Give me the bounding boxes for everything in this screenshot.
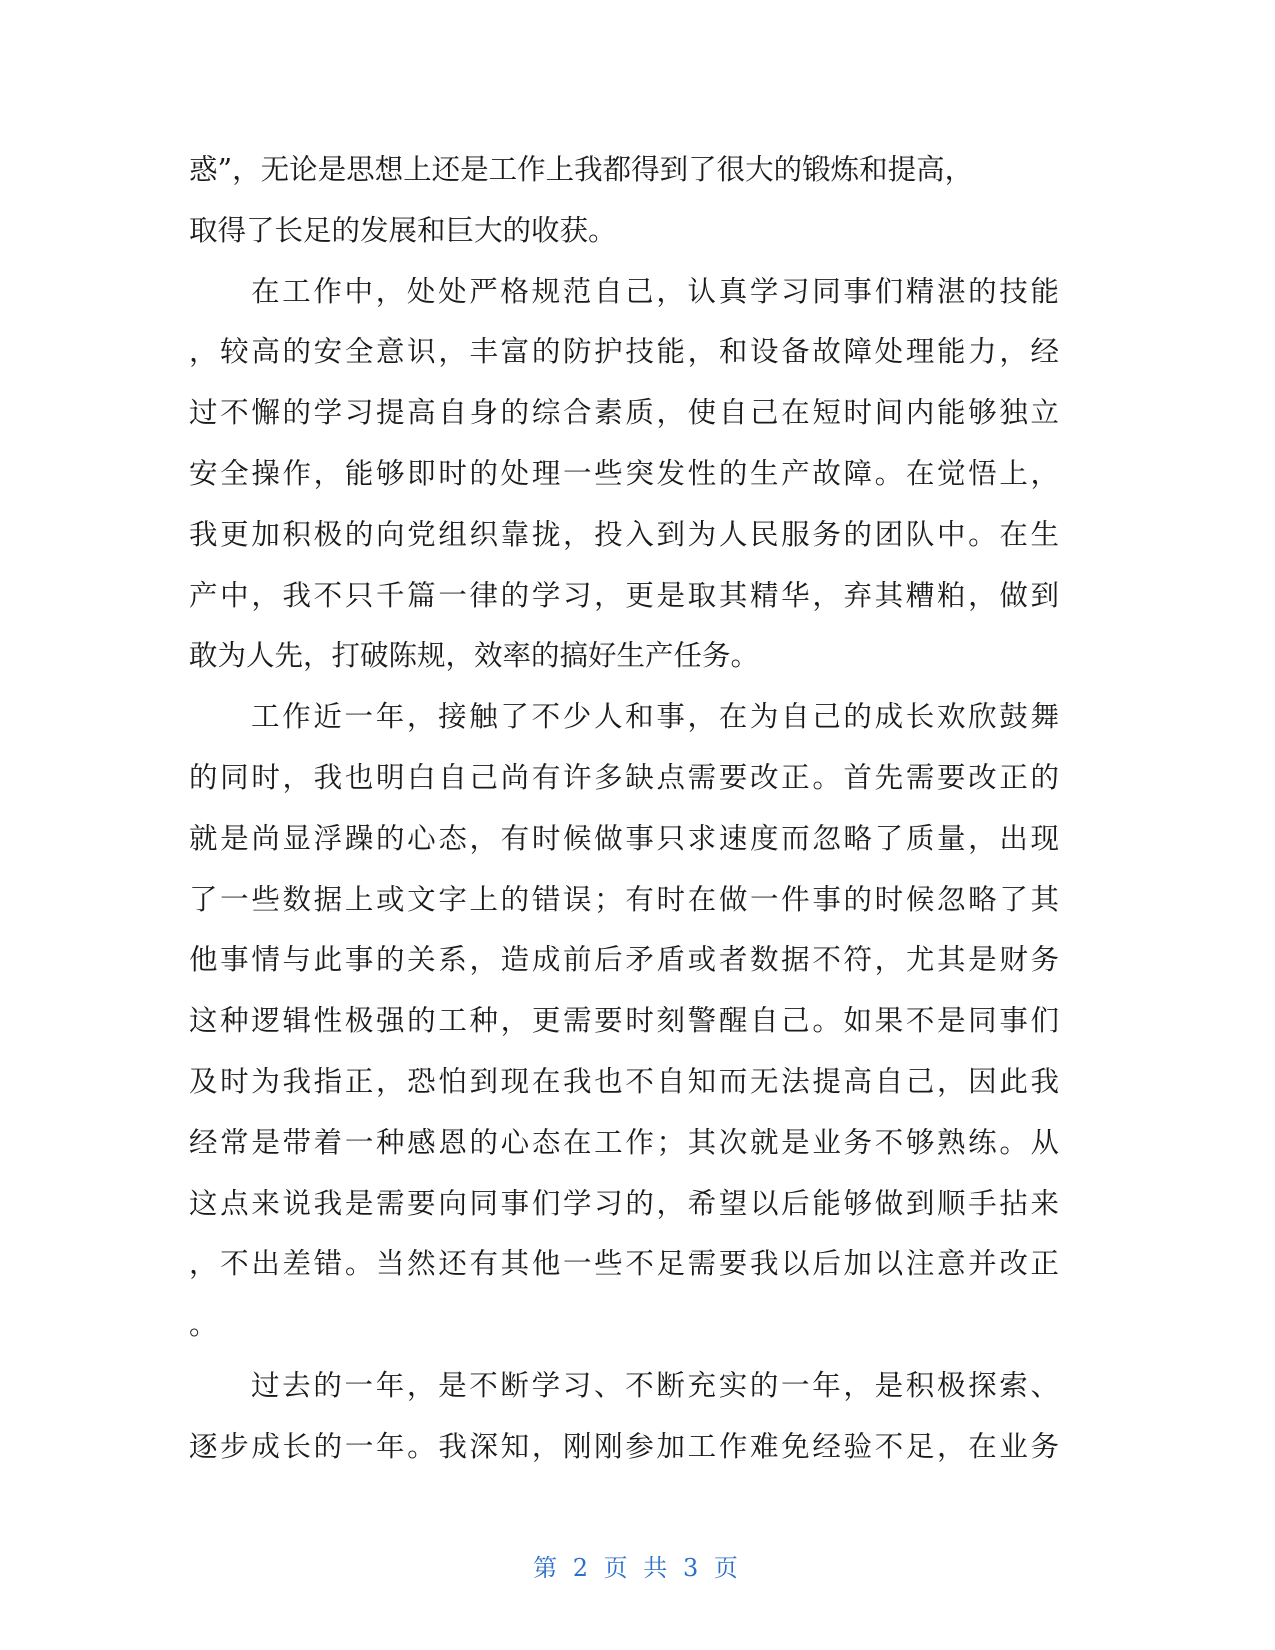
text-line-13: 了一些数据上或文字上的错误；有时在做一件事的时候忽略了其 — [189, 882, 1059, 916]
text-line-15: 这种逻辑性极强的工种，更需要时刻警醒自己。如果不是同事们 — [189, 1004, 1059, 1038]
text-line-19: ，不出差错。当然还有其他一些不足需要我以后加以注意并改正 — [189, 1247, 1059, 1281]
text-line-20: 。 — [189, 1308, 218, 1342]
text-line-18: 这点来说我是需要向同事们学习的，希望以后能够做到顺手拈来 — [189, 1186, 1059, 1220]
text-line-11: 的同时，我也明白自己尚有许多缺点需要改正。首先需要改正的 — [189, 760, 1059, 794]
text-line-12: 就是尚显浮躁的心态，有时候做事只求速度而忽略了质量，出现 — [189, 821, 1059, 855]
text-line-16: 及时为我指正，恐怕到现在我也不自知而无法提高自己，因此我 — [189, 1064, 1059, 1098]
text-line-10: 工作近一年，接触了不少人和事，在为自己的成长欢欣鼓舞 — [251, 700, 1059, 734]
text-line-6: 安全操作，能够即时的处理一些突发性的生产故障。在觉悟上， — [189, 456, 1059, 490]
text-line-1: 惑”，无论是思想上还是工作上我都得到了很大的锻炼和提高， — [189, 153, 974, 186]
text-line-3: 在工作中，处处严格规范自己，认真学习同事们精湛的技能 — [251, 274, 1059, 308]
text-line-8: 产中，我不只千篇一律的学习，更是取其精华，弃其糟粕，做到 — [189, 578, 1059, 612]
text-line-4: ，较高的安全意识，丰富的防护技能，和设备故障处理能力，经 — [189, 335, 1059, 369]
text-line-7: 我更加积极的向党组织靠拢，投入到为人民服务的团队中。在生 — [189, 517, 1059, 551]
text-line-9: 敢为人先，打破陈规，效率的搞好生产任务。 — [189, 639, 760, 673]
document-body — [189, 140, 1059, 1478]
text-line-17: 经常是带着一种感恩的心态在工作；其次就是业务不够熟练。从 — [189, 1125, 1059, 1159]
text-line-22: 逐步成长的一年。我深知，刚刚参加工作难免经验不足，在业务 — [189, 1429, 1059, 1463]
text-line-2: 取得了长足的发展和巨大的收获。 — [189, 213, 617, 247]
text-line-21: 过去的一年，是不断学习、不断充实的一年，是积极探索、 — [251, 1368, 1059, 1402]
text-line-5: 过不懈的学习提高自身的综合素质，使自己在短时间内能够独立 — [189, 396, 1059, 430]
text-line-14: 他事情与此事的关系，造成前后矛盾或者数据不符，尤其是财务 — [189, 943, 1059, 977]
page-number-footer: 第 2 页 共 3 页 — [533, 1554, 742, 1582]
